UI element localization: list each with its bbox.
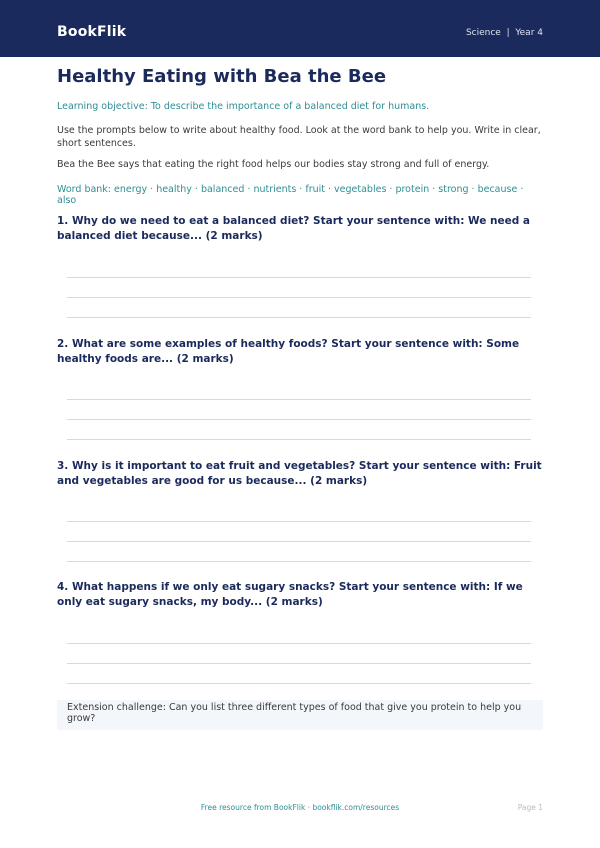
word-bank: Word bank: energy · healthy · balanced · nutrients · fruit · vegetables · protein · strong · because · also bbox=[57, 184, 524, 206]
answer-line-q3-1[interactable] bbox=[67, 521, 531, 522]
subject-label: Science bbox=[465, 28, 501, 38]
answer-line-q3-3[interactable] bbox=[67, 561, 531, 562]
answer-line-q2-2[interactable] bbox=[67, 419, 531, 420]
page-number: Page 1 bbox=[517, 803, 543, 812]
answer-line-q2-3[interactable] bbox=[67, 439, 531, 440]
intro-text: Bea the Bee says that eating the right food helps our bodies stay strong and full of energy. bbox=[57, 159, 490, 170]
answer-line-q1-1[interactable] bbox=[67, 277, 531, 278]
answer-line-q1-3[interactable] bbox=[67, 317, 531, 318]
question-3: 3. Why is it important to eat fruit and vegetables? Start your sentence with: Fruit and vegetables are good for us because... (2 marks) bbox=[57, 460, 542, 487]
answer-line-q4-3[interactable] bbox=[67, 683, 531, 684]
answer-line-q1-2[interactable] bbox=[67, 297, 531, 298]
year-label: Year 4 bbox=[515, 28, 543, 38]
brand-logo-text: BookFlik bbox=[57, 24, 127, 40]
question-1: 1. Why do we need to eat a balanced diet? Start your sentence with: We need a balanced diet because... (2 marks) bbox=[57, 215, 531, 242]
footer-credit: Free resource from BookFlik · bookflik.com/resources bbox=[200, 803, 400, 812]
answer-line-q4-2[interactable] bbox=[67, 663, 531, 664]
answer-line-q3-2[interactable] bbox=[67, 541, 531, 542]
instructions-text: Use the prompts below to write about healthy food. Look at the word bank to help you. Write in clear, short sentences. bbox=[57, 125, 541, 149]
worksheet-title: Healthy Eating with Bea the Bee bbox=[57, 66, 387, 87]
learning-objective: Learning objective: To describe the importance of a balanced diet for humans. bbox=[57, 101, 430, 112]
question-2: 2. What are some examples of healthy foods? Start your sentence with: Some healthy foods are... (2 marks) bbox=[57, 338, 520, 365]
question-4: 4. What happens if we only eat sugary snacks? Start your sentence with: If we only eat sugary snacks, my body... (2 marks) bbox=[57, 581, 523, 608]
meta-separator: | bbox=[506, 28, 510, 38]
answer-line-q2-1[interactable] bbox=[67, 399, 531, 400]
top-banner bbox=[0, 0, 600, 57]
extension-challenge: Extension challenge: Can you list three different types of food that give you protein to help you grow? bbox=[57, 700, 543, 730]
answer-line-q4-1[interactable] bbox=[67, 643, 531, 644]
subject-year-label bbox=[466, 28, 543, 38]
